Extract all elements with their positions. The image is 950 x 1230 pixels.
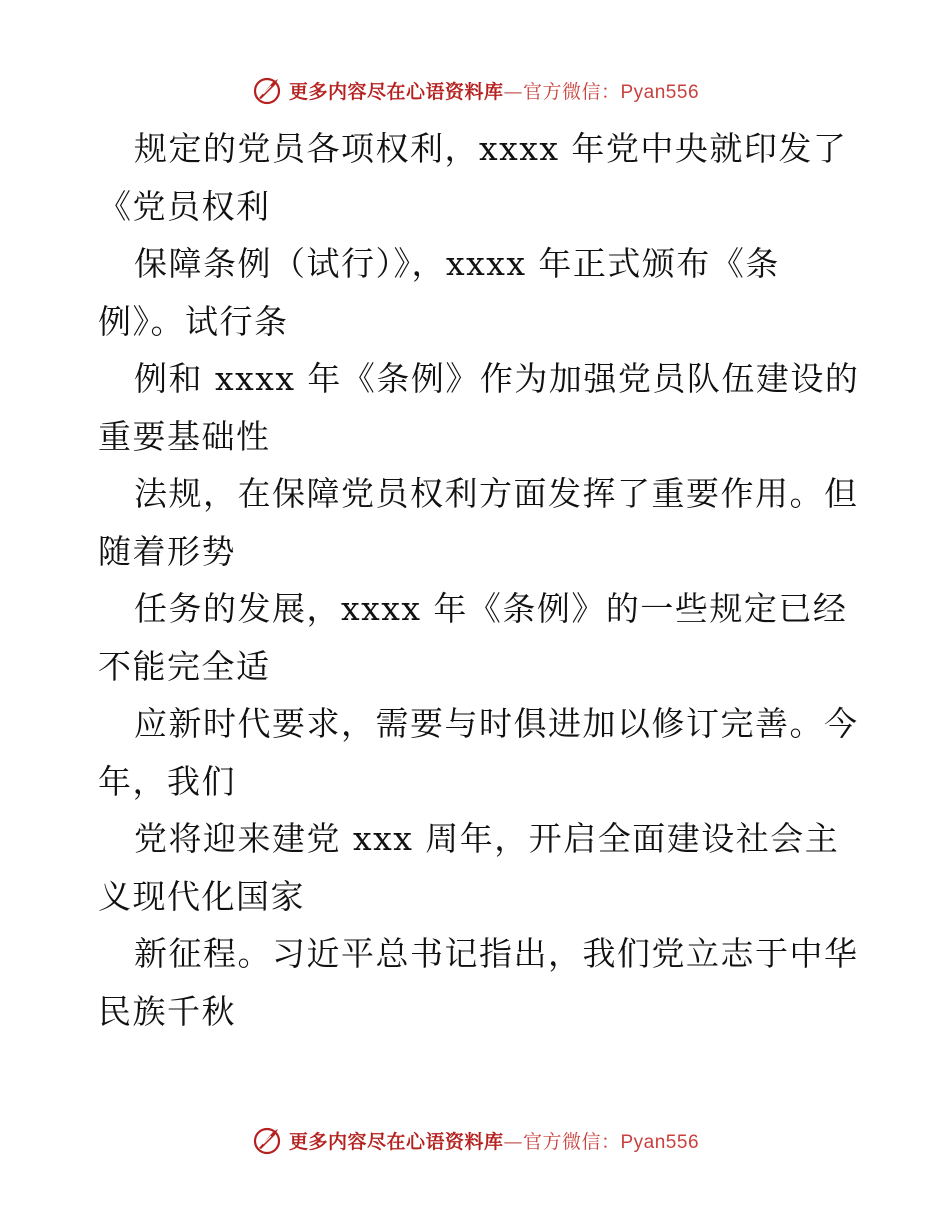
footer-banner-dash: —	[503, 1130, 523, 1153]
body-line: 年，我们	[98, 761, 236, 801]
body-line: 例》。试行条	[98, 301, 289, 341]
header-banner-dash: —	[503, 80, 523, 103]
body-line: 任务的发展，xxxx 年《条例》的一些规定已经	[134, 589, 848, 628]
body-line: 不能完全适	[98, 646, 271, 686]
footer-banner-main: 更多内容尽在心语资料库	[288, 1130, 504, 1153]
header-banner-text	[289, 77, 699, 104]
body-line: 保障条例（试行）》，xxxx 年正式颁布《条	[134, 244, 780, 283]
header-banner	[0, 70, 950, 110]
body-line: 规定的党员各项权利，xxxx 年党中央就印发了	[134, 129, 848, 168]
body-line: 法规，在保障党员权利方面发挥了重要作用。但	[134, 474, 859, 513]
header-banner-main: 更多内容尽在心语资料库	[288, 80, 504, 103]
header-banner-wechat-id: Pyan556	[620, 81, 700, 103]
body-line: 民族千秋	[98, 991, 236, 1031]
body-line: 新征程。习近平总书记指出，我们党立志于中华	[134, 934, 859, 973]
body-line: 重要基础性	[98, 416, 271, 456]
footer-banner-text	[289, 1127, 699, 1154]
footer-banner	[0, 1120, 950, 1160]
body-line: 应新时代要求，需要与时俱进加以修订完善。今	[134, 704, 859, 743]
header-banner-contact-label: 官方微信：	[522, 80, 621, 103]
footer-banner-wechat-id: Pyan556	[620, 1131, 700, 1153]
footer-banner-contact-label: 官方微信：	[522, 1130, 621, 1153]
body-line: 《党员权利	[98, 186, 271, 226]
document-body	[98, 120, 888, 1040]
body-line: 例和 xxxx 年《条例》作为加强党员队伍建设的	[134, 359, 860, 398]
body-line: 义现代化国家	[98, 876, 305, 916]
body-line: 随着形势	[98, 531, 236, 571]
feather-pen-circle-icon	[251, 1124, 283, 1156]
body-line: 党将迎来建党 xxx 周年，开启全面建设社会主	[134, 819, 840, 858]
feather-pen-circle-icon	[251, 74, 283, 106]
